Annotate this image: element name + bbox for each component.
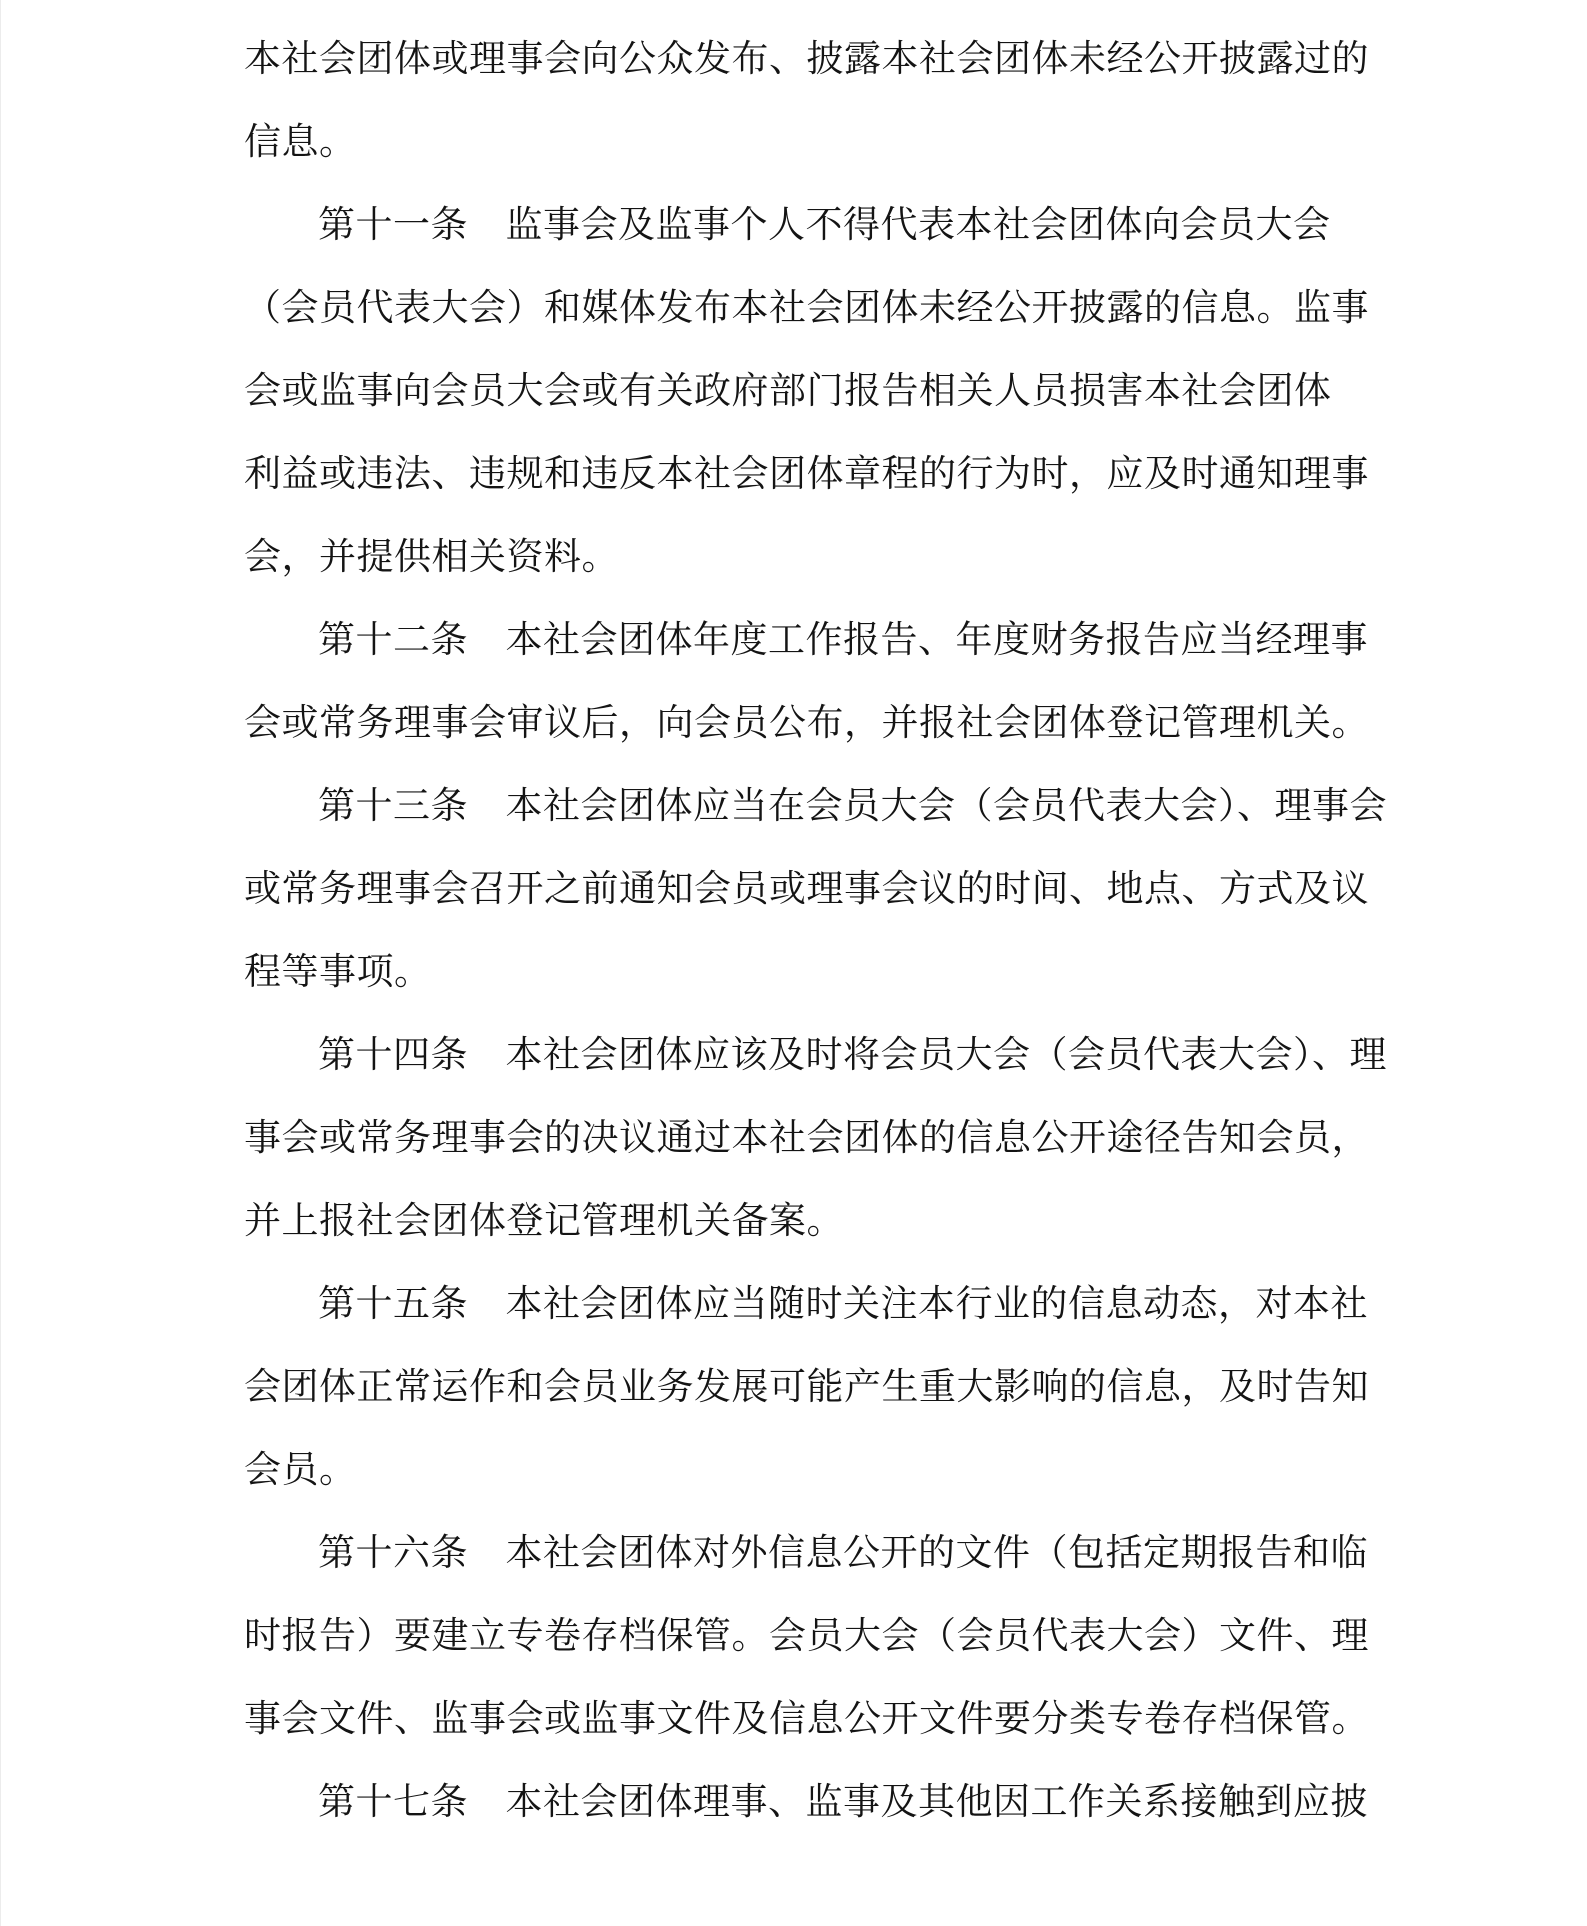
paragraph-first-line: 第十七条 本社会团体理事、监事及其他因工作关系接触到应披 bbox=[318, 1782, 1368, 1823]
document-line: 信息。 bbox=[244, 122, 357, 163]
document-line: 会或常务理事会审议后，向会员公布，并报社会团体登记管理机关。 bbox=[244, 703, 1369, 744]
paragraph-first-line: 第十二条 本社会团体年度工作报告、年度财务报告应当经理事 bbox=[318, 620, 1368, 661]
paragraph-first-line: 第十三条 本社会团体应当在会员大会（会员代表大会）、理事会 bbox=[318, 786, 1387, 827]
document-line: 利益或违法、违规和违反本社会团体章程的行为时，应及时通知理事 bbox=[244, 454, 1369, 495]
document-line: 本社会团体或理事会向公众发布、披露本社会团体未经公开披露过的 bbox=[244, 39, 1369, 80]
paragraph-first-line: 第十六条 本社会团体对外信息公开的文件（包括定期报告和临 bbox=[318, 1533, 1368, 1574]
document-line: 会或监事向会员大会或有关政府部门报告相关人员损害本社会团体 bbox=[244, 371, 1332, 412]
document-line: 事会文件、监事会或监事文件及信息公开文件要分类专卷存档保管。 bbox=[244, 1699, 1369, 1740]
document-line: 并上报社会团体登记管理机关备案。 bbox=[244, 1201, 844, 1242]
paragraph-first-line: 第十五条 本社会团体应当随时关注本行业的信息动态，对本社 bbox=[318, 1284, 1368, 1325]
document-line: 会团体正常运作和会员业务发展可能产生重大影响的信息，及时告知 bbox=[244, 1367, 1369, 1408]
document-line: 程等事项。 bbox=[244, 952, 432, 993]
document-line: 或常务理事会召开之前通知会员或理事会议的时间、地点、方式及议 bbox=[244, 869, 1369, 910]
paragraph-first-line: 第十一条 监事会及监事个人不得代表本社会团体向会员大会 bbox=[318, 205, 1331, 246]
document-text-block bbox=[244, 18, 1387, 1844]
document-line: 时报告）要建立专卷存档保管。会员大会（会员代表大会）文件、理 bbox=[244, 1616, 1369, 1657]
paragraph-first-line: 第十四条 本社会团体应该及时将会员大会（会员代表大会）、理 bbox=[318, 1035, 1387, 1076]
document-line: 会员。 bbox=[244, 1450, 357, 1491]
document-line: （会员代表大会）和媒体发布本社会团体未经公开披露的信息。监事 bbox=[244, 288, 1369, 329]
document-line: 会，并提供相关资料。 bbox=[244, 537, 619, 578]
document-line: 事会或常务理事会的决议通过本社会团体的信息公开途径告知会员， bbox=[244, 1118, 1369, 1159]
